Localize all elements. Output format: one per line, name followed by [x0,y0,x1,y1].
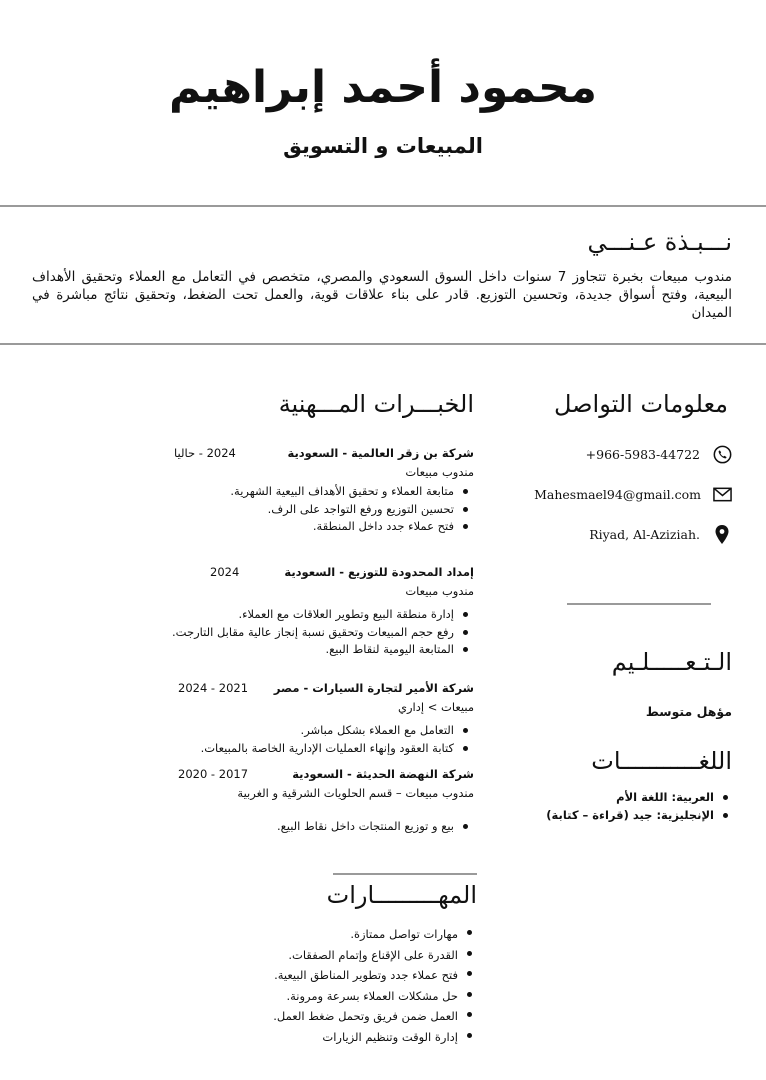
job-duties [174,818,472,836]
list-item: التعامل مع العملاء بشكل مباشر. [174,722,472,740]
contact-phone-row [550,444,732,464]
education-heading: الـتـعـــــلـيم [611,648,732,676]
job-entry [174,767,474,836]
job-entry [174,565,474,659]
job-company: شركة بن زقر العالمية - السعودية [287,446,474,460]
skill-item: فتح عملاء جدد وتطوير المناطق البيعية. [273,965,476,986]
job-date: 2021 - 2024 [178,681,249,695]
skills-heading: المهـــــــــارات [326,881,477,909]
job-date: 2024 [210,565,240,579]
job-date: 2024 - حاليا [174,446,236,460]
contact-email-row [534,484,732,504]
job-title: المبيعات و التسويق [283,134,483,158]
skills-divider [333,873,477,875]
languages-heading: اللغـــــــــــات [591,747,732,775]
skill-item: حل مشكلات العملاء بسرعة ومرونة. [273,986,476,1007]
languages-list [546,789,732,824]
job-duties [174,483,472,536]
skills-list [273,924,476,1047]
phone-icon [712,444,732,464]
mail-icon [713,484,732,504]
job-role: مندوب مبيعات – قسم الحلويات الشرقية و الغربية [237,786,474,800]
job-company: إمداد المحدودة للتوزيع - السعودية [284,565,474,579]
job-role: مبيعات > إداري [398,700,474,714]
about-divider [0,343,766,345]
about-text: مندوب مبيعات بخبرة تتجاوز 7 سنوات داخل السوق السعودي والمصري، متخصص في التعامل مع العملاء وتحقيق الأهداف البيعية، وفتح أسواق جديدة، وتحسين التوزيع. قادر على بناء علاقات قوية، والعمل تحت الضغط، وتحقيق نتائج مباشرة في الميدان [32,269,732,321]
job-role: مندوب مبيعات [405,584,474,598]
language-item: الإنجليزية: جيد (قراءة – كتابة) [546,807,732,825]
job-company: شركة النهضة الحديثة - السعودية [292,767,474,781]
list-item: إدارة منطقة البيع وتطوير العلاقات مع العملاء. [174,606,472,624]
list-item: كتابة العقود وإنهاء العمليات الإدارية الخاصة بالمبيعات. [174,740,472,758]
contact-email[interactable]: Mahesmael94@gmail.com [534,486,701,502]
list-item: فتح عملاء جدد داخل المنطقة. [174,518,472,536]
list-item: متابعة العملاء و تحقيق الأهداف البيعية الشهرية. [174,483,472,501]
skill-item: مهارات تواصل ممتازة. [273,924,476,945]
contact-phone[interactable]: +966-5983-44722 [585,446,700,462]
contact-divider [567,603,711,605]
job-entry [174,681,474,757]
job-date: 2017 - 2020 [178,767,249,781]
location-icon [712,524,732,544]
job-duties [174,722,472,757]
contact-address: Riyad, Al-Aziziah. [589,526,700,542]
job-duties [174,606,472,659]
header-divider [0,205,766,207]
contact-address-row [550,524,732,544]
list-item: رفع حجم المبيعات وتحقيق نسبة إنجاز عالية مقابل التارجت. [174,624,472,642]
education-text: مؤهل متوسط [645,704,732,719]
list-item: بيع و توزيع المنتجات داخل نقاط البيع. [174,818,472,836]
job-entry [174,446,474,536]
list-item: المتابعة اليومية لنقاط البيع. [174,641,472,659]
job-role: مندوب مبيعات [405,465,474,479]
contact-heading: معلومات التواصل [553,390,728,418]
job-company: شركة الأمير لتجارة السيارات - مصر [273,681,474,695]
language-item: العربية: اللغة الأم [546,789,732,807]
person-name: محمود أحمد إبراهيم [169,62,597,113]
skill-item: القدرة على الإقناع وإتمام الصفقات. [273,945,476,966]
about-heading: نـــبـذة عـنـــي [587,228,732,256]
list-item: تحسين التوزيع ورفع التواجد على الرف. [174,501,472,519]
experience-heading: الخبـــرات المـــهنية [278,390,474,418]
skill-item: إدارة الوقت وتنظيم الزيارات [273,1027,476,1048]
skill-item: العمل ضمن فريق وتحمل ضغط العمل. [273,1006,476,1027]
